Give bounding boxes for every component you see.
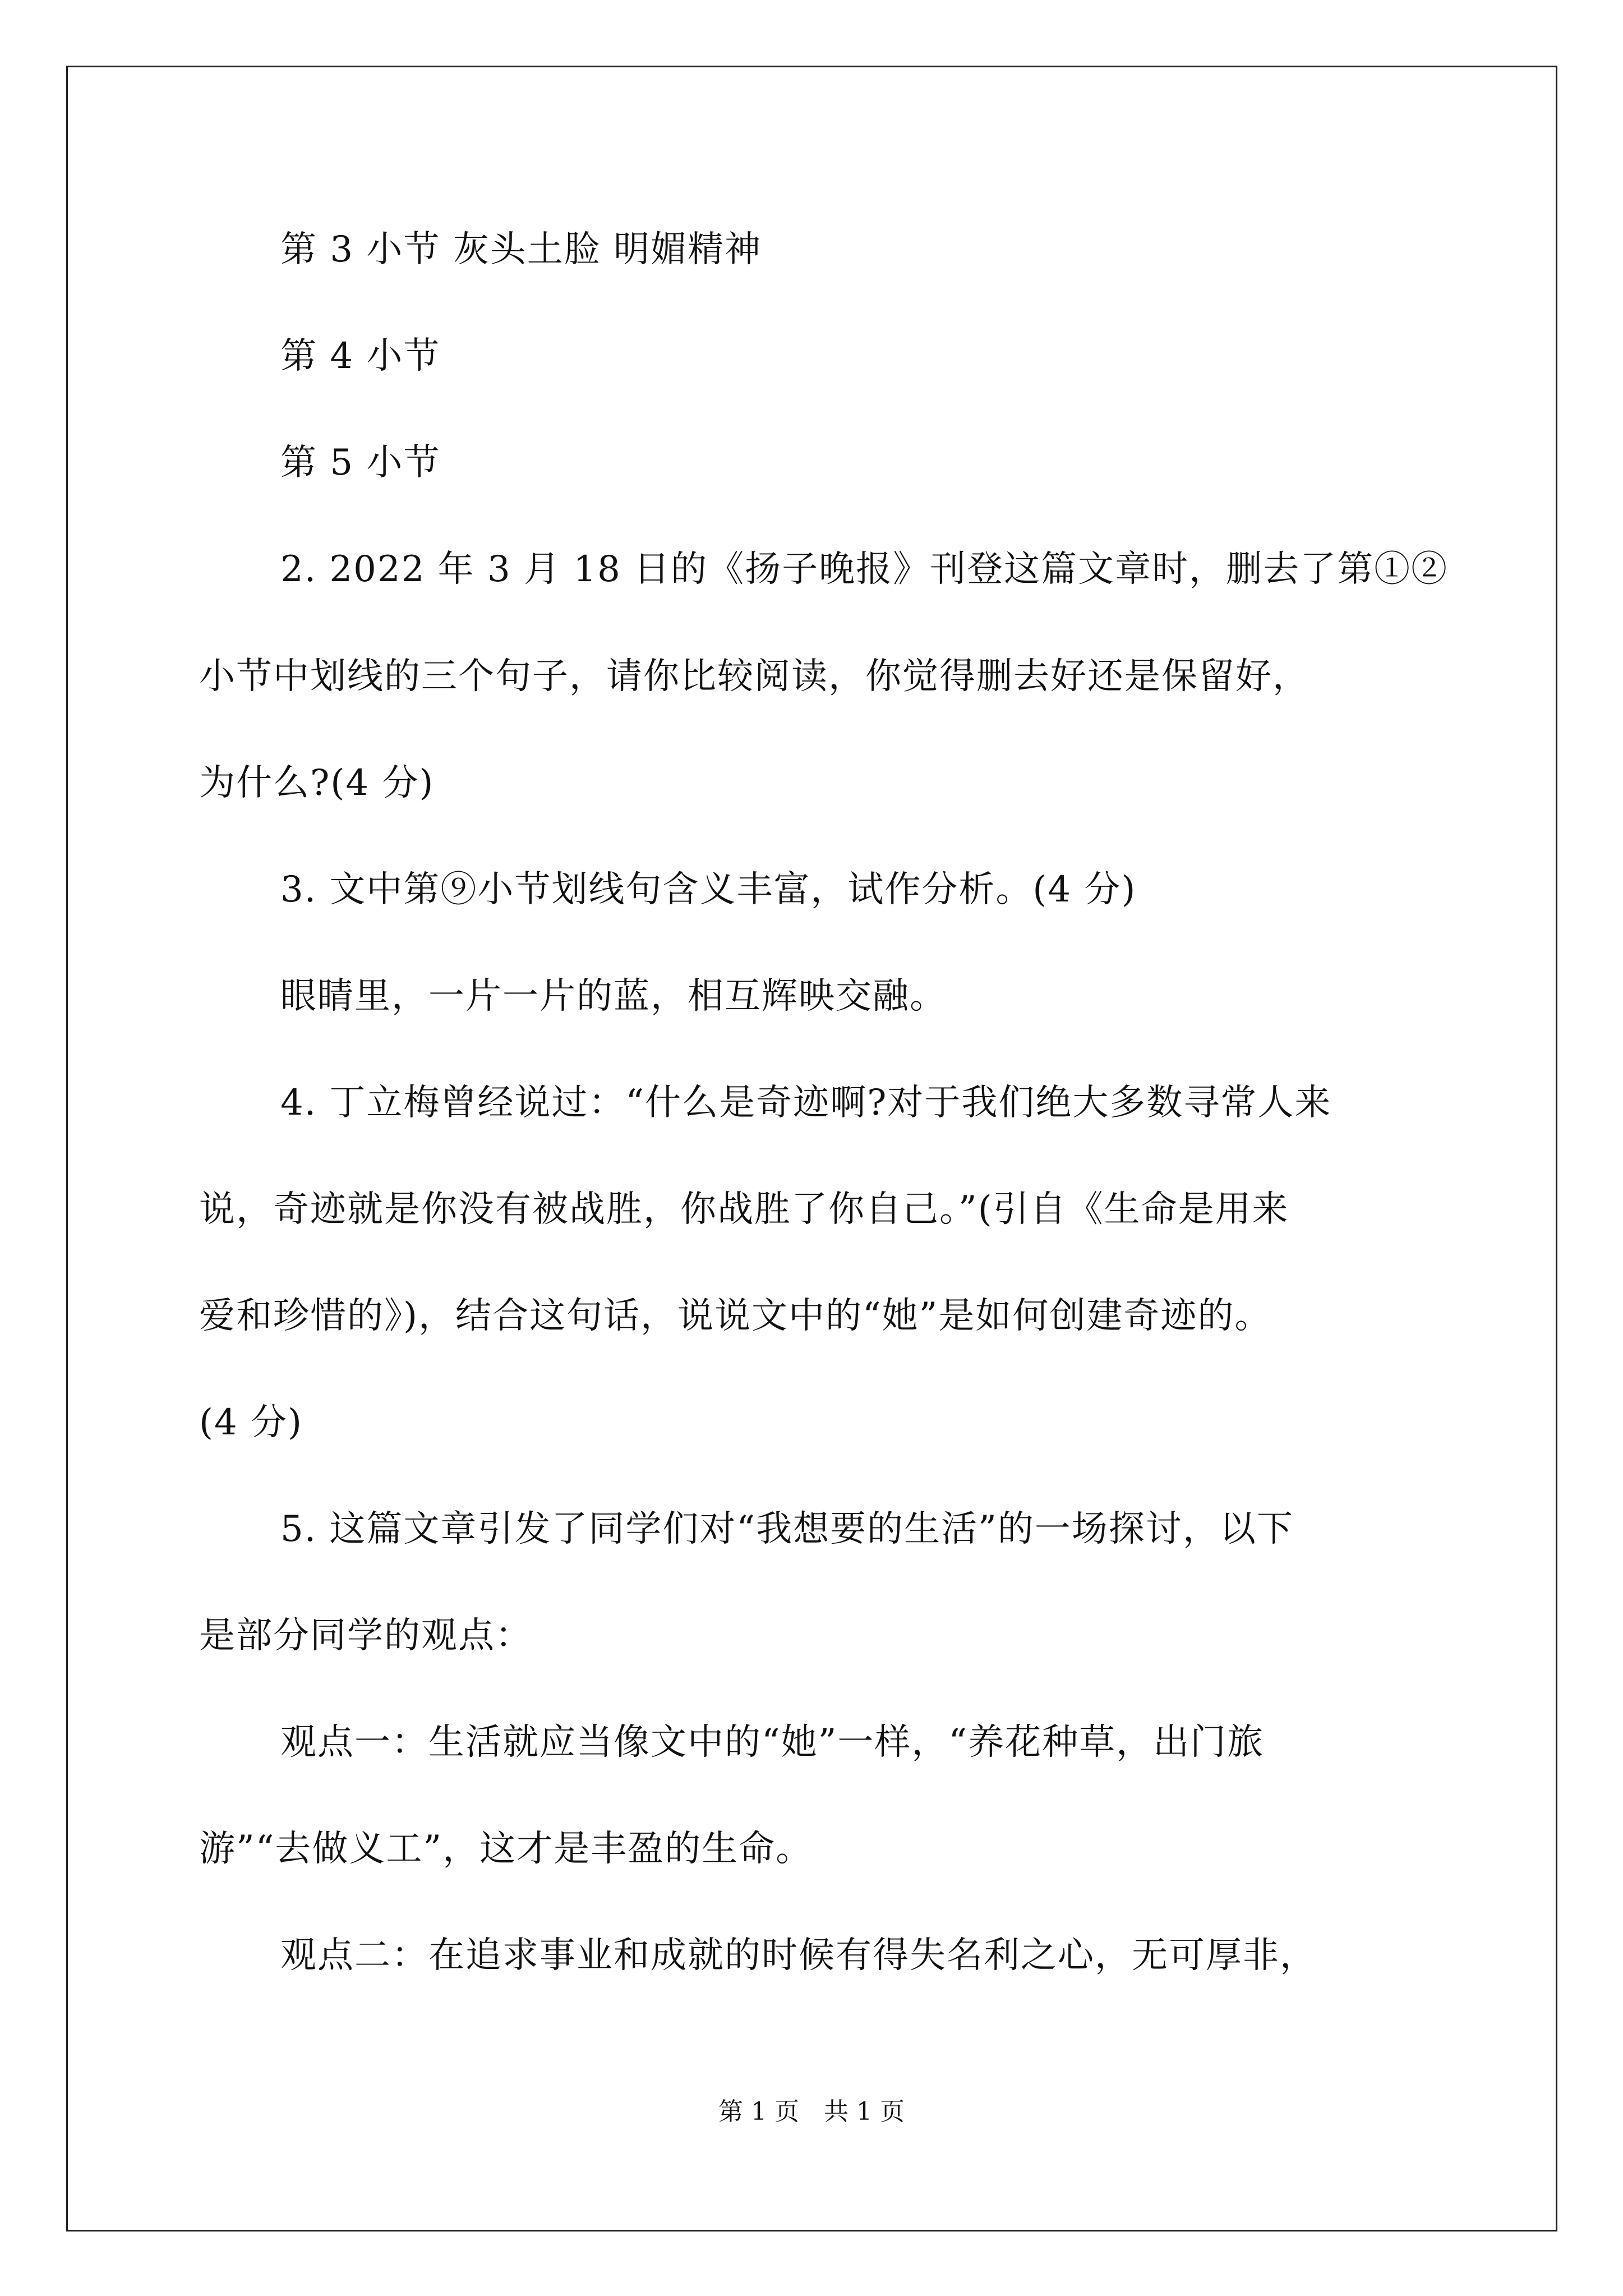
page-footer: 第 1 页 共 1 页 xyxy=(718,2097,905,2126)
question-2-line-1: 2. 2022 年 3 月 18 日的《扬子晚报》刊登这篇文章时，删去了第①② xyxy=(280,549,1449,590)
question-2-line-2: 小节中划线的三个句子，请你比较阅读，你觉得删去好还是保留好， xyxy=(199,656,1310,697)
page-border xyxy=(66,66,1557,2231)
viewpoint-1-line-2: 游”“去做义工”，这才是丰盈的生命。 xyxy=(199,1828,813,1870)
text-line-2: 第 4 小节 xyxy=(280,335,441,377)
viewpoint-2-line-1: 观点二：在追求事业和成就的时候有得失名利之心，无可厚非， xyxy=(280,1935,1317,1976)
question-4-line-1: 4. 丁立梅曾经说过：“什么是奇迹啊?对于我们绝大多数寻常人来 xyxy=(280,1082,1332,1124)
text-line-3: 第 5 小节 xyxy=(280,442,441,484)
question-5-line-1: 5. 这篇文章引发了同学们对“我想要的生活”的一场探讨，以下 xyxy=(280,1508,1294,1550)
question-3-line: 3. 文中第⑨小节划线句含义丰富，试作分析。(4 分) xyxy=(280,869,1137,910)
viewpoint-1-line-1: 观点一：生活就应当像文中的“她”一样，“养花种草，出门旅 xyxy=(280,1722,1265,1763)
question-4-line-4: (4 分) xyxy=(199,1402,303,1443)
question-4-line-3: 爱和珍惜的》)，结合这句话，说说文中的“她”是如何创建奇迹的。 xyxy=(199,1295,1272,1337)
question-2-line-3: 为什么?(4 分) xyxy=(199,762,435,804)
answer-line: 眼睛里，一片一片的蓝，相互辉映交融。 xyxy=(280,976,947,1017)
text-line-1: 第 3 小节 灰头土脸 明媚精神 xyxy=(280,229,762,270)
question-5-line-2: 是部分同学的观点： xyxy=(199,1615,532,1657)
question-4-line-2: 说，奇迹就是你没有被战胜，你战胜了你自己。”(引自《生命是用来 xyxy=(199,1189,1289,1230)
